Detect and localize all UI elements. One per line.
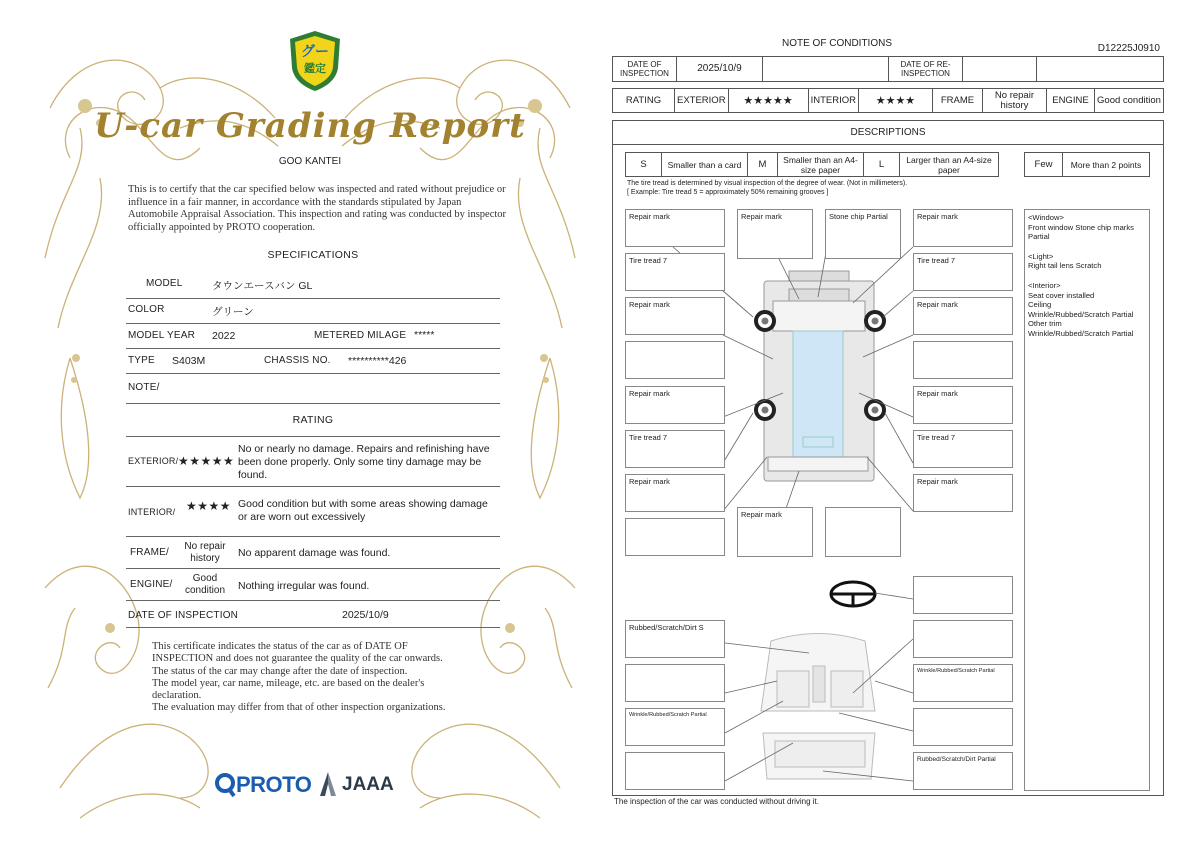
size-s-description: Smaller than a card [662,153,748,177]
vehicle-interior-view [761,634,875,780]
model-year-value: 2022 [212,330,236,342]
logo-bar [210,768,410,802]
date-row [126,601,500,628]
mark-box [625,664,725,702]
interior-detail: Wrinkle/Rubbed/Scratch Partial [1028,309,1134,319]
mark-box: Repair mark [737,209,813,259]
disclaimer-line: This certificate indicates the status of the car as of DATE OF [152,641,408,652]
mark-box [913,620,1013,658]
type-label: TYPE [128,355,155,366]
svg-text:鑑定: 鑑定 [304,62,326,75]
mark-box: Rubbed/Scratch/Dirt Partial [913,752,1013,790]
mark-box: Stone chip Partial [825,209,901,259]
empty-cell [763,57,889,82]
date-of-inspection-value: 2025/10/9 [677,57,763,82]
jaaa-logo-icon [318,770,338,798]
chassis-label: CHASSIS NO. [264,355,331,366]
interior-detail: Ceiling [1028,300,1052,310]
few-label: Few [1025,153,1063,177]
mark-box: Repair mark [737,507,813,557]
metered-mileage-label: METERED MILAGE [314,330,407,341]
interior-label: INTERIOR/ [128,507,176,517]
vehicle-top-view [764,271,874,481]
light-heading: <Light> [1028,251,1054,261]
type-row [126,349,500,374]
tire-tread-example: [ Example: Tire tread 5 = approximately 50% remaining grooves ] [627,189,829,196]
note-title: NOTE OF CONDITIONS [782,38,892,49]
interior-detail: Other trim [1028,319,1062,329]
note-of-conditions [610,34,1166,814]
size-m-label: M [748,153,778,177]
size-l-description: Larger than an A4-size paper [900,153,999,177]
frame-value: No repair history [982,89,1046,113]
light-detail: Right tail lens Scratch [1028,261,1102,271]
mark-box: Repair mark [913,386,1013,424]
more-than-label: More than 2 points [1063,153,1150,177]
disclaimer-line: declaration. [152,690,202,702]
exterior-label: EXTERIOR/ [128,456,179,466]
interior-heading: <Interior> [1028,280,1061,290]
grading-certificate [40,28,580,828]
exterior-row [126,437,500,487]
disclaimer-line: The status of the car may change after the date of inspection. [152,665,408,677]
disclaimer-line: The model year, car name, mileage, etc. are based on the dealer's [152,677,425,689]
mark-box: Repair mark [913,297,1013,335]
frame-label: FRAME/ [130,547,169,558]
report-title: U-car Grading Report [94,106,526,146]
date-label: DATE OF INSPECTION [128,610,239,621]
type-value: S403M [172,355,206,367]
disclaimer-line: INSPECTION and does not guarantee the quality of the car onwards. [152,653,443,665]
mark-box [825,507,901,557]
chassis-value: **********426 [348,355,407,367]
date-of-reinspection-label: DATE OF RE-INSPECTION [889,57,963,82]
descriptions-heading: DESCRIPTIONS [613,121,1163,145]
engine-label: ENGINE/ [130,579,173,590]
interior-description: Good condition but with some areas showing damage or are worn out excessively [238,498,488,523]
interior-row [126,487,500,537]
metered-mileage-value: ***** [414,329,435,341]
engine-value: Good condition [184,573,226,596]
proto-logo-icon [214,772,236,798]
model-value: タウンエースバン GL [212,280,313,292]
exterior-description: No or nearly no damage. Repairs and refinishing have been done properly. Only some tiny damage may be found. [238,443,490,481]
certification-statement: This is to certify that the car specified below was inspected and rated without prejudice or influence in a fair manner, in accordance with the standards stipulated by Japan Automobile Appraisal Association. This inspection and rating was conducted by inspector officially appointed by PROTO cooperation. [128,184,507,233]
mark-box: Wrinkle/Rubbed/Scratch Partial [625,708,725,746]
mark-box: Tire tread 7 [913,253,1013,291]
size-m-description: Smaller than an A4-size paper [778,153,864,177]
mark-box: Repair mark [625,209,725,247]
disclaimer-line: The evaluation may differ from that of other inspection organizations. [152,702,446,714]
mark-box: Tire tread 7 [625,253,725,291]
interior-label: INTERIOR [808,89,858,113]
exterior-label: EXTERIOR [675,89,729,113]
proto-logo-text: PROTO [236,772,312,797]
date-value: 2025/10/9 [342,609,389,621]
mark-box: Wrinkle/Rubbed/Scratch Partial [913,664,1013,702]
rating-summary-table [612,88,1164,113]
frame-description: No apparent damage was found. [238,547,391,559]
mark-box [913,708,1013,746]
color-row [126,299,500,324]
engine-label: ENGINE [1046,89,1094,113]
rating-heading-rule [126,408,500,437]
window-detail: Front window Stone chip marks Partial [1028,222,1134,242]
engine-description: Nothing irregular was found. [238,580,370,592]
window-heading: <Window> [1028,213,1064,222]
goo-kantei-badge-icon [288,30,342,92]
date-of-inspection-label: DATE OF INSPECTION [613,57,677,82]
note-row [126,374,500,404]
model-year-label: MODEL YEAR [128,330,196,341]
descriptions-panel [612,120,1164,796]
inspection-disclaimer: The inspection of the car was conducted without driving it. [614,797,819,806]
model-year-row [126,324,500,349]
model-label: MODEL [146,278,183,289]
mark-box [913,341,1013,379]
report-subtitle: GOO KANTEI [278,156,342,167]
mark-box: Repair mark [625,386,725,424]
inspection-dates-table [612,56,1164,82]
mark-box: Repair mark [913,209,1013,247]
mark-box: Repair mark [913,474,1013,512]
reinspection-value-cell [963,57,1037,82]
engine-value: Good condition [1094,89,1163,113]
interior-detail: Wrinkle/Rubbed/Scratch Partial [1028,328,1134,338]
tire-tread-note: The tire tread is determined by visual inspection of the degree of wear. (Not in millimeters). [627,180,908,187]
svg-text:グー: グー [301,44,329,60]
mark-box: Repair mark [625,297,725,335]
mark-box [625,341,725,379]
mark-box: Tire tread 7 [625,430,725,468]
exterior-stars: ★★★★★ [728,89,808,113]
size-s-label: S [626,153,662,177]
certificate-disclaimer [152,641,512,715]
rating-label: RATING [613,89,675,113]
specifications-heading: SPECIFICATIONS [267,249,359,261]
color-value: グリーン [212,306,254,318]
interior-detail: Seat cover installed [1028,290,1095,300]
mark-box [625,752,725,790]
mark-box: Tire tread 7 [913,430,1013,468]
steering-wheel-icon [831,582,875,606]
mark-box [625,518,725,556]
condition-notes-list [1024,209,1150,791]
interior-stars: ★★★★ [858,89,932,113]
mark-box: Rubbed/Scratch/Dirt S [625,620,725,658]
rating-heading: RATING [292,414,334,426]
mark-box: Repair mark [625,474,725,512]
jaaa-logo-text: JAAA [342,774,394,795]
note-label: NOTE/ [128,382,160,393]
empty-cell [1037,57,1164,82]
frame-label: FRAME [932,89,982,113]
exterior-stars: ★★★★★ [178,454,235,468]
engine-row [126,569,500,601]
frame-value: No repair history [184,541,226,564]
size-l-label: L [864,153,900,177]
frame-row [126,537,500,569]
report-code: D12225J0910 [1097,43,1160,54]
color-label: COLOR [128,304,165,315]
model-row [126,268,500,299]
interior-stars: ★★★★ [186,499,232,513]
mark-box [913,576,1013,614]
